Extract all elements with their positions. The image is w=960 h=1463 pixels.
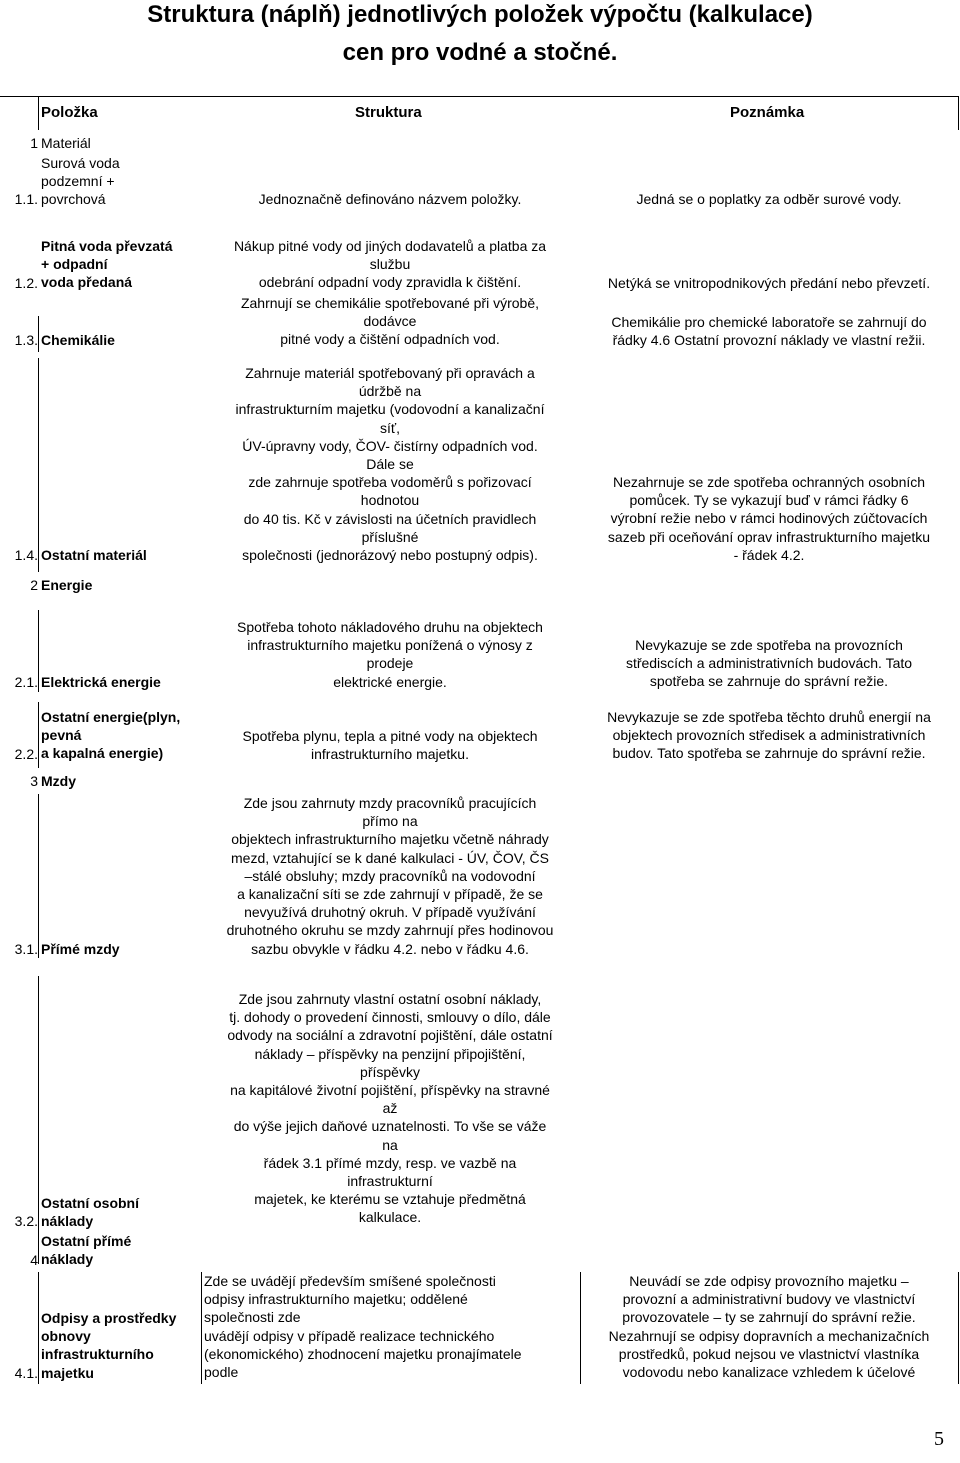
grid-line (958, 1272, 959, 1384)
header-col-item: Položka (41, 104, 98, 121)
grid-line (38, 610, 39, 692)
row-number: 2.2. (14, 746, 38, 762)
row-label: Ostatní materiál (41, 547, 147, 563)
row-number: 2.1. (14, 674, 38, 690)
row-label: Odpisy a prostředky obnovy infrastrukturního majetku (41, 1310, 177, 1381)
row-note: Nevykazuje se zde spotřeba na provozních střediscích a administrativních budovách. Tato spotřeba se zahrnuje do správní režie. (625, 637, 913, 690)
row-number: 3.2. (14, 1213, 38, 1229)
row-structure: Spotřeba plynu, tepla a pitné vody na objektech infrastrukturního majetku. (242, 728, 538, 763)
title-line-2: cen pro vodné a stočné. (342, 39, 618, 66)
grid-line (38, 1230, 39, 1264)
row-label: Materiál (41, 135, 91, 151)
row-structure: Jednoznačně definováno názvem položky. (258, 191, 522, 207)
grid-line (38, 96, 39, 130)
row-label: Ostatní osobní náklady (41, 1195, 139, 1230)
header-col-note: Poznámka (730, 104, 805, 121)
page-number: 5 (934, 1428, 944, 1450)
row-structure: Zahrnují se chemikálie spotřebované při výrobě, dodávce pitné vody a čištění odpadních vod. (240, 295, 540, 348)
row-label: Elektrická energie (41, 674, 161, 690)
row-number: 1.2. (14, 275, 38, 291)
row-label: Přímé mzdy (41, 941, 120, 957)
grid-line (38, 794, 39, 958)
row-number: 4.1. (14, 1365, 38, 1381)
row-note: Netýká se vnitropodnikových předání nebo převzetí. (607, 275, 931, 291)
row-number: 1 (30, 135, 38, 151)
grid-line (38, 976, 39, 1230)
row-number: 3 (30, 773, 38, 789)
row-label: Chemikálie (41, 332, 115, 348)
row-number: 1.4. (14, 547, 38, 563)
row-number: 1.3. (14, 332, 38, 348)
grid-line (201, 1272, 202, 1384)
row-number: 4 (30, 1252, 38, 1268)
row-label: Surová voda podzemní + povrchová (41, 155, 120, 208)
row-label: Ostatní energie(plyn, pevná a kapalná energie) (41, 709, 181, 762)
title-line-1: Struktura (náplň) jednotlivých položek výpočtu (kalkulace) (147, 1, 813, 28)
grid-line (38, 702, 39, 768)
row-label: Pitná voda převzatá + odpadní voda předaná (41, 238, 173, 291)
row-structure: Nákup pitné vody od jiných dodavatelů a platba za službu odebrání odpadní vody zpravidla k čištění. (233, 238, 547, 291)
grid-line (958, 96, 959, 130)
row-structure: Zde jsou zahrnuty mzdy pracovníků pracujících přímo na objektech infrastrukturního majetku včetně náhrady mezd, vztahující se k dané kalkulaci - ÚV, ČOV, ČS –stálé obsluhy; mzdy pracovníků na vodovodní a kanalizační síti se zde zahrnují v případě, že se nevyužívá druhotný okruh. V případě využívání druhotného okruhu se mzdy zahrnují přes hodinovou sazbu obvykle v řádku 4.2. nebo v řádku 4.6. (226, 795, 554, 957)
row-note: Neuvádí se zde odpisy provozního majetku – provozní a administrativní budovy ve vlastnictví provozovatele – ty se zahrnují do správní režie. Nezahrnují se odpisy dopravních a mechanizačních prostředků, pokud nejsou ve vlastnictví vlastníka vodovodu nebo kanalizace vzhledem k účelové (608, 1273, 930, 1381)
row-structure: Zahrnuje materiál spotřebovaný při opravách a údržbě na infrastrukturním majetku (vodovodní a kanalizační síť, ÚV-úpravny vody, ČOV- čistírny odpadních vod. Dále se zde zahrnuje spotřeba vodoměrů s pořizovací hodnotou do 40 tis. Kč v závislosti na účetních pravidlech příslušné společnosti (jednorázový nebo postupný odpis). (235, 365, 545, 564)
row-structure: Zde jsou zahrnuty vlastní ostatní osobní náklady, tj. dohody o provedení činnosti, smlouvy o dílo, dále odvody na sociální a zdravotní pojištění, dále ostatní náklady – příspěvky na penzijní připojištění, příspěvky na kapitálové životní pojištění, příspěvky na stravné až do výše jejich daňové uznatelnosti. To vše se váže na řádek 3.1 přímé mzdy, resp. ve vazbě na infrastrukturní majetek, ke kterému se vztahuje předmětná kalkulace. (227, 991, 553, 1226)
row-structure: Zde se uvádějí především smíšené společnosti odpisy infrastrukturního majetku; oddělené společnosti zde uvádějí odpisy v případě realizace technického (ekonomického) zhodnocení majetku pronajímatele podle (204, 1273, 522, 1381)
row-label: Mzdy (41, 773, 76, 789)
row-note: Nezahrnuje se zde spotřeba ochranných osobních pomůcek. Ty se vykazují buď v rámci řádky 6 výrobní režie nebo v rámci hodinových zúčtovacích sazeb při oceňování oprav infrastrukturního majetku - řádek 4.2. (607, 474, 931, 563)
row-note: Chemikálie pro chemické laboratoře se zahrnují do řádky 4.6 Ostatní provozní náklady ve vlastní režii. (611, 314, 927, 349)
grid-line (580, 1272, 581, 1384)
row-number: 1.1. (14, 191, 38, 207)
row-number: 3.1. (14, 941, 38, 957)
header-col-structure: Struktura (355, 104, 422, 121)
row-structure: Spotřeba tohoto nákladového druhu na objektech infrastrukturního majetku ponížená o výnosy z prodeje elektrické energie. (237, 619, 543, 690)
row-note: Jedná se o poplatky za odběr surové vody. (636, 191, 902, 207)
grid-line (38, 1272, 39, 1384)
row-number: 2 (30, 577, 38, 593)
row-note: Nevykazuje se zde spotřeba těchto druhů energií na objektech provozních středisek a administrativních budov. Tato spotřeba se zahrnuje do správní režie. (607, 709, 931, 762)
grid-line (38, 316, 39, 352)
row-label: Ostatní přímé náklady (41, 1233, 132, 1268)
header-top-rule (0, 96, 958, 97)
grid-line (38, 358, 39, 572)
row-label: Energie (41, 577, 93, 593)
